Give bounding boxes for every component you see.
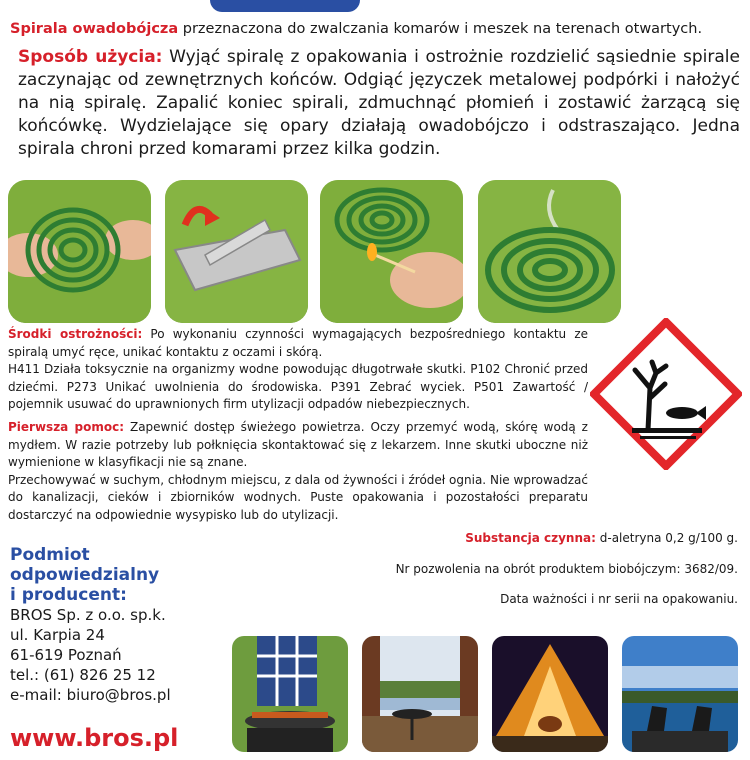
company-name: BROS Sp. z o.o. sp.k.: [10, 606, 166, 624]
step-separate-coil: [8, 180, 151, 323]
expiry-note: Data ważności i nr serii na opakowaniu.: [500, 592, 738, 606]
step-light-coil: [320, 180, 463, 323]
dead-tree-fish-icon: [590, 318, 742, 470]
usage-label: Sposób użycia:: [18, 47, 163, 67]
first-aid-text: Zapewnić dostęp świeżego powietrza. Oczy przemyć wodą, skórę wodą z mydłem. W razie potrzeby lub połknięcia skontaktować się z lekarzem. Inne skutki uboczne niż wymienione w klasyfikacji nie są znane.: [8, 419, 588, 470]
usage-text: Wyjąć spiralę z opakowania i ostrożnie rozdzielić sąsiednie spirale zaczynając od zewnętrznych końców. Odgiąć języczek metalowej podpórki i nałożyć na nią spiralę. Zapalić koniec spirali, zdmuchnąć płomień i zostawić żarzącą się końcówkę. Wydzielające się opary działają owadobójczo i odstraszająco. Jedna spirala chroni przed komarami przez kilka godzin.: [18, 47, 740, 159]
substance-label: Substancja czynna:: [465, 531, 596, 545]
scene-lake-terrace: [362, 636, 478, 752]
scene-lakeside-chairs: [622, 636, 738, 752]
intro-text: przeznaczona do zwalczania komarów i meszek na terenach otwartych.: [182, 21, 703, 37]
substance-value: d-aletryna 0,2 g/100 g.: [599, 531, 738, 545]
hazard-statements: H411 Działa toksycznie na organizmy wodne powodując długotrwałe skutki. P102 Chronić przed dziećmi. P273 Unikać uwolnienia do środowiska. P391 Zebrać wyciek. P501 Zawartość / pojemnik usuwać do uprawnionych firm utylizacji odpadów niebezpiecznych.: [8, 362, 588, 412]
storage-text: Przechowywać w suchym, chłodnym miejscu, z dala od żywności i źródeł ognia. Nie wprowadzać do kanalizacji, cieków i zbiorników wodnych. Puste opakowania i pozostałości preparatu dostarczyć na odpowiednie wysypisko lub do utylizacji.: [8, 472, 588, 522]
responsible-heading-3: i producent:: [10, 585, 127, 605]
first-aid-paragraph: [8, 419, 588, 472]
responsible-heading-1: Podmiot: [10, 545, 90, 565]
address-street: ul. Karpia 24: [10, 626, 105, 644]
usage-paragraph: [18, 46, 740, 161]
first-aid-label: Pierwsza pomoc:: [8, 419, 125, 434]
email: e-mail: biuro@bros.pl: [10, 686, 171, 704]
caution-label: Środki ostrożności:: [8, 327, 143, 341]
address-city: 61-619 Poznań: [10, 646, 122, 664]
phone: tel.: (61) 826 25 12: [10, 666, 156, 684]
caution-text: Po wykonaniu czynności wymagających bezpośredniego kontaktu ze spiralą umyć ręce, unikać kontaktu z oczami i skórą.: [8, 327, 588, 359]
step-bend-stand: [165, 180, 308, 323]
intro-paragraph: [10, 18, 738, 40]
website-link[interactable]: www.bros.pl: [10, 724, 179, 752]
step-smoldering-coil: [478, 180, 621, 323]
caution-paragraph: [8, 326, 588, 361]
responsible-party: [10, 545, 240, 705]
ghs-environment-pictogram: [590, 318, 742, 470]
scene-camping-tent: [492, 636, 608, 752]
active-substance: [465, 531, 738, 545]
responsible-heading-2: odpowiedzialny: [10, 565, 160, 585]
scene-barbecue: [232, 636, 348, 752]
intro-title: Spirala owadobójcza: [10, 21, 179, 37]
top-decoration: [210, 0, 360, 12]
caution-section: [8, 326, 588, 525]
permit-number: Nr pozwolenia na obrót produktem biobójczym: 3682/09.: [395, 562, 738, 576]
